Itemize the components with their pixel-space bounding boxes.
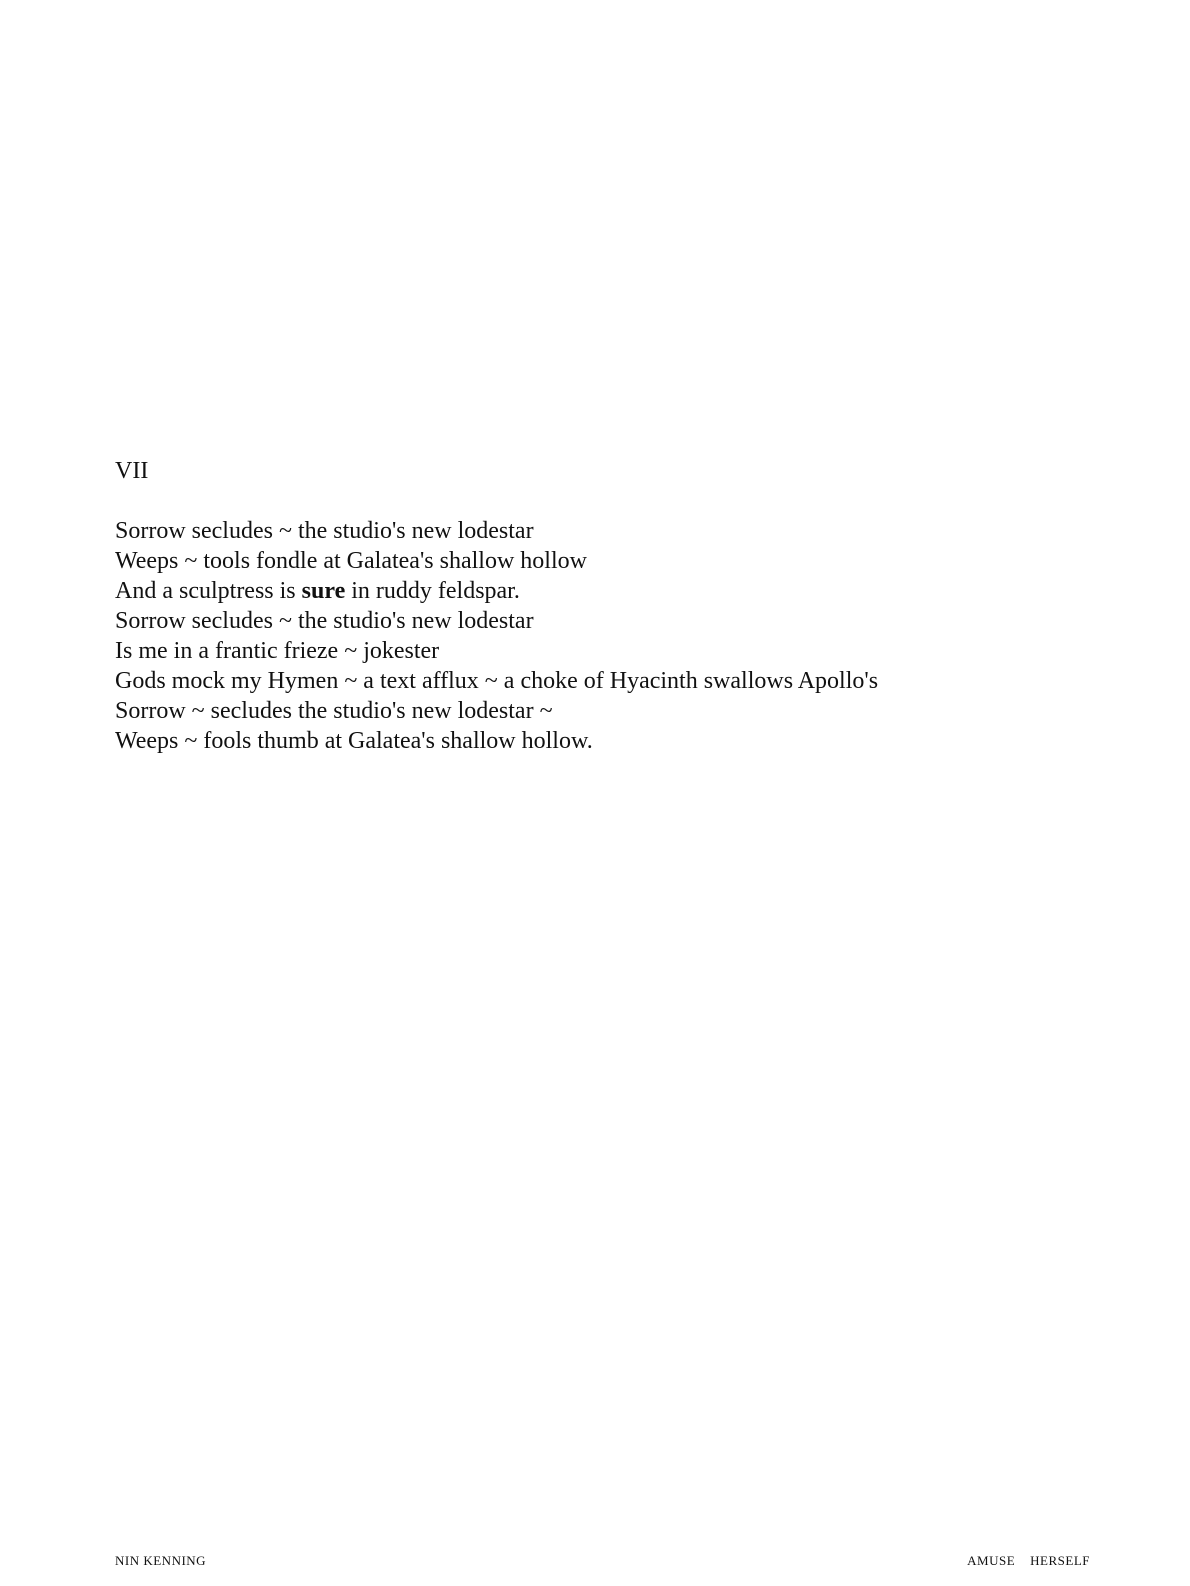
poem bbox=[115, 456, 1095, 756]
poem-line-text: Gods mock my Hymen ~ a text afflux ~ a choke of Hyacinth swallows Apollo's bbox=[115, 668, 879, 694]
poem-line-text: And a sculptress is bbox=[115, 578, 302, 604]
poem-line bbox=[115, 606, 1095, 636]
poem-line-text: Weeps ~ fools thumb at Galatea's shallow hollow. bbox=[115, 728, 593, 754]
poem-line bbox=[115, 636, 1095, 666]
poem-line-text: Weeps ~ tools fondle at Galatea's shallow hollow bbox=[115, 548, 587, 574]
poem-number: VII bbox=[115, 458, 149, 484]
footer-title: AMUSE HERSELF bbox=[967, 1553, 1090, 1568]
poem-lines bbox=[115, 516, 1095, 756]
poem-line-text: Sorrow secludes ~ the studio's new lodestar bbox=[115, 518, 534, 544]
poem-line bbox=[115, 546, 1095, 576]
poem-line bbox=[115, 666, 1095, 696]
poem-line-text: Sorrow secludes ~ the studio's new lodestar bbox=[115, 608, 534, 634]
poem-line-emphasis: sure bbox=[301, 578, 346, 604]
footer-author: NIN KENNING bbox=[115, 1553, 207, 1568]
poem-line bbox=[115, 516, 1095, 546]
poem-line-text: Is me in a frantic frieze ~ jokester bbox=[115, 638, 440, 664]
poem-line bbox=[115, 576, 1095, 606]
poem-line bbox=[115, 726, 1095, 756]
poem-line-text: Sorrow ~ secludes the studio's new lodestar ~ bbox=[115, 698, 553, 724]
poem-line-text: in ruddy feldspar. bbox=[345, 578, 520, 604]
poem-line bbox=[115, 696, 1095, 726]
